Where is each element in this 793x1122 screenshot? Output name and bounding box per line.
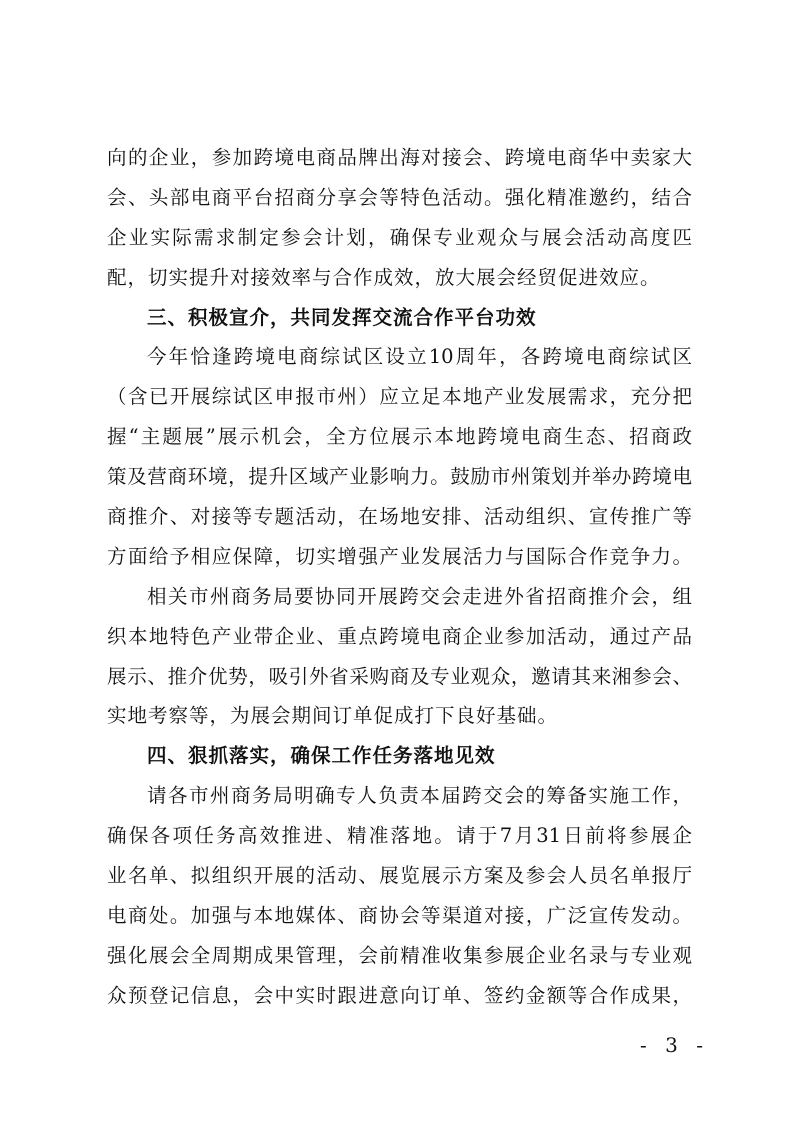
paragraph-line: 配，切实提升对接效率与合作成效，放大展会经贸促进效应。 xyxy=(107,265,661,289)
paragraph-line: 请各市州商务局明确专人负责本届跨交会的筹备实施工作， xyxy=(147,784,692,808)
paragraph-line: 实地考察等，为展会期间订单促成打下良好基础。 xyxy=(107,704,559,728)
paragraph-line: 展示、推介优势，吸引外省采购商及专业观众，邀请其来湘参会、 xyxy=(107,664,692,688)
document-body xyxy=(107,138,692,1016)
section-heading-3: 三、积极宣介，共同发挥交流合作平台功效 xyxy=(147,305,537,329)
paragraph-line: 商推介、对接等专题活动，在场地安排、活动组织、宣传推广等 xyxy=(107,505,692,529)
paragraph-line: 企业实际需求制定参会计划，确保专业观众与展会活动高度匹 xyxy=(107,225,692,249)
paragraph-line: 今年恰逢跨境电商综试区设立10周年，各跨境电商综试区 xyxy=(147,345,692,369)
paragraph-line: 向的企业，参加跨境电商品牌出海对接会、跨境电商华中卖家大 xyxy=(107,146,692,169)
section-heading-4: 四、狠抓落实，确保工作任务落地见效 xyxy=(147,744,496,768)
paragraph-line: 织本地特色产业带企业、重点跨境电商企业参加活动，通过产品 xyxy=(107,624,692,648)
paragraph-line: 众预登记信息，会中实时跟进意向订单、签约金额等合作成果， xyxy=(107,983,692,1007)
paragraph-line: 会、头部电商平台招商分享会等特色活动。强化精准邀约，结合 xyxy=(107,185,692,209)
paragraph-line: 确保各项任务高效推进、精准落地。请于7月31日前将参展企 xyxy=(107,824,692,848)
paragraph-line: 强化展会全周期成果管理，会前精准收集参展企业名录与专业观 xyxy=(107,943,692,967)
page-number: - 3 - xyxy=(640,1033,709,1057)
paragraph-line: 方面给予相应保障，切实增强产业发展活力与国际合作竞争力。 xyxy=(107,544,692,568)
paragraph-line: 业名单、拟组织开展的活动、展览展示方案及参会人员名单报厅 xyxy=(107,864,692,888)
paragraph-line: （含已开展综试区申报市州）应立足本地产业发展需求，充分把 xyxy=(107,385,692,409)
paragraph-line: 握“主题展”展示机会，全方位展示本地跨境电商生态、招商政 xyxy=(107,425,692,449)
paragraph-line: 策及营商环境，提升区域产业影响力。鼓励市州策划并举办跨境电 xyxy=(107,465,692,489)
paragraph-line: 电商处。加强与本地媒体、商协会等渠道对接，广泛宣传发动。 xyxy=(107,903,692,927)
paragraph-line: 相关市州商务局要协同开展跨交会走进外省招商推介会，组 xyxy=(147,584,692,608)
